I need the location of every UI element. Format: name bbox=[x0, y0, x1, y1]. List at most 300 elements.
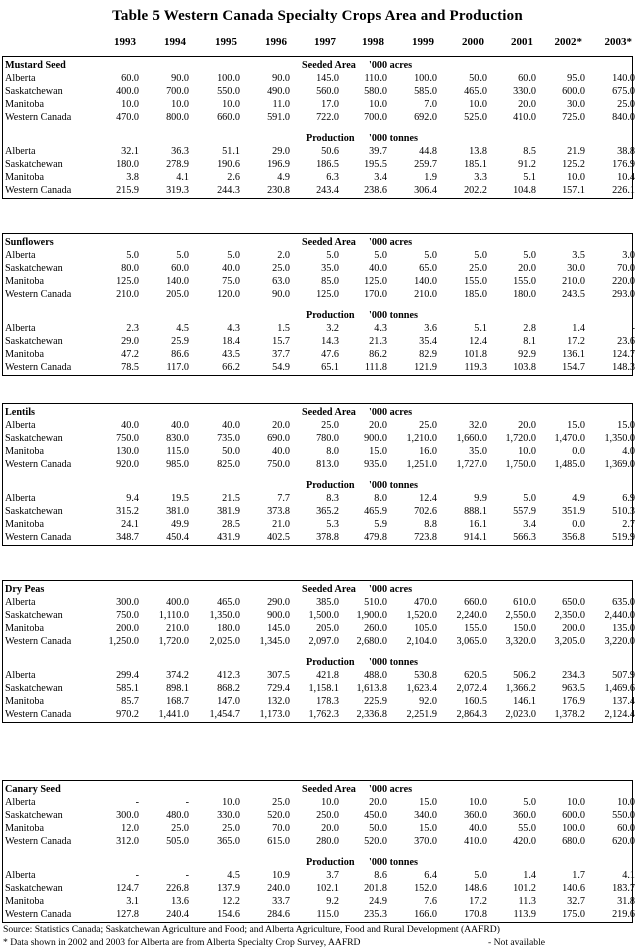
table-row bbox=[3, 145, 635, 158]
value-cell: 235.3 bbox=[364, 909, 387, 921]
value-cell: 75.0 bbox=[222, 276, 240, 288]
value-cell: 600.0 bbox=[562, 810, 585, 822]
value-cell: 729.4 bbox=[267, 683, 290, 695]
table-row bbox=[3, 505, 635, 518]
value-cell: 8.1 bbox=[523, 336, 536, 348]
value-cell: 70.0 bbox=[272, 823, 290, 835]
value-cell: 381.0 bbox=[166, 506, 189, 518]
value-cell: 615.0 bbox=[267, 836, 290, 848]
value-cell: 290.0 bbox=[267, 597, 290, 609]
value-cell: 10.0 bbox=[567, 172, 585, 184]
value-cell: 7.6 bbox=[424, 896, 437, 908]
value-cell: 195.5 bbox=[364, 159, 387, 171]
seeded-area-label: Seeded Area bbox=[302, 784, 356, 795]
region-label: Manitoba bbox=[5, 349, 45, 361]
value-cell: 85.7 bbox=[121, 696, 139, 708]
value-cell: 610.0 bbox=[513, 597, 536, 609]
value-cell: 47.6 bbox=[321, 349, 339, 361]
value-cell: 1,500.0 bbox=[308, 610, 339, 622]
value-cell: 210.0 bbox=[414, 289, 437, 301]
table-row bbox=[3, 335, 635, 348]
value-cell: 21.0 bbox=[272, 519, 290, 531]
value-cell: 1,660.0 bbox=[456, 433, 487, 445]
value-cell: 479.8 bbox=[364, 532, 387, 544]
year-header-cell: 1995 bbox=[215, 36, 237, 48]
value-cell: 25.0 bbox=[321, 420, 339, 432]
value-cell: 400.0 bbox=[116, 86, 139, 98]
region-label: Saskatchewan bbox=[5, 506, 63, 518]
value-cell: 47.2 bbox=[121, 349, 139, 361]
table-row bbox=[3, 796, 635, 809]
value-cell: 20.0 bbox=[321, 823, 339, 835]
value-cell: 1,750.0 bbox=[505, 459, 536, 471]
value-cell: 1.5 bbox=[277, 323, 290, 335]
value-cell: 32.1 bbox=[121, 146, 139, 158]
value-cell: 1,110.0 bbox=[158, 610, 189, 622]
crop-section bbox=[2, 780, 633, 923]
value-cell: 1,366.2 bbox=[505, 683, 536, 695]
value-cell: 140.6 bbox=[562, 883, 585, 895]
value-cell: 115.0 bbox=[316, 909, 339, 921]
value-cell: 127.8 bbox=[116, 909, 139, 921]
value-cell: 35.4 bbox=[419, 336, 437, 348]
production-subheader bbox=[3, 479, 632, 492]
crop-name: Dry Peas bbox=[5, 584, 45, 595]
table-row bbox=[3, 609, 635, 622]
value-cell: 100.0 bbox=[414, 73, 437, 85]
value-cell: 166.0 bbox=[414, 909, 437, 921]
source-note: Source: Statistics Canada; Saskatchewan Agriculture and Food; and Alberta Agriculture, Food and Rural Development (AAFRD) bbox=[3, 924, 500, 935]
value-cell: 1,350.0 bbox=[209, 610, 240, 622]
value-cell: 3,220.0 bbox=[604, 636, 635, 648]
region-label: Western Canada bbox=[5, 185, 72, 197]
seeded-area-label: Seeded Area bbox=[302, 407, 356, 418]
value-cell: 530.8 bbox=[414, 670, 437, 682]
value-cell: 40.0 bbox=[222, 263, 240, 275]
value-cell: 145.0 bbox=[267, 623, 290, 635]
value-cell: 465.0 bbox=[464, 86, 487, 98]
value-cell: 1,520.0 bbox=[406, 610, 437, 622]
year-header-cell: 2003* bbox=[604, 36, 632, 48]
crop-name: Lentils bbox=[5, 407, 36, 418]
value-cell: 2.0 bbox=[277, 250, 290, 262]
table-row bbox=[3, 171, 635, 184]
production-unit-label: '000 tonnes bbox=[369, 657, 418, 669]
value-cell: 121.9 bbox=[414, 362, 437, 374]
value-cell: 50.0 bbox=[369, 823, 387, 835]
value-cell: 557.9 bbox=[513, 506, 536, 518]
value-cell: 259.7 bbox=[414, 159, 437, 171]
table-row bbox=[3, 622, 635, 635]
value-cell: 103.8 bbox=[513, 362, 536, 374]
value-cell: 86.6 bbox=[171, 349, 189, 361]
crop-name-row bbox=[3, 406, 632, 419]
value-cell: 307.5 bbox=[267, 670, 290, 682]
value-cell: 1,210.0 bbox=[406, 433, 437, 445]
value-cell: 284.6 bbox=[267, 909, 290, 921]
value-cell: 750.0 bbox=[267, 459, 290, 471]
value-cell: 10.0 bbox=[617, 797, 635, 809]
value-cell: 100.0 bbox=[562, 823, 585, 835]
value-cell: 49.9 bbox=[171, 519, 189, 531]
value-cell: 210.0 bbox=[562, 276, 585, 288]
value-cell: 507.9 bbox=[612, 670, 635, 682]
region-label: Western Canada bbox=[5, 112, 72, 124]
value-cell: 240.4 bbox=[166, 909, 189, 921]
value-cell: 2,550.0 bbox=[505, 610, 536, 622]
value-cell: 4.1 bbox=[622, 870, 635, 882]
value-cell: 1,727.0 bbox=[456, 459, 487, 471]
value-cell: 306.4 bbox=[414, 185, 437, 197]
value-cell: 1.9 bbox=[424, 172, 437, 184]
value-cell: 620.0 bbox=[612, 836, 635, 848]
value-cell: 293.0 bbox=[612, 289, 635, 301]
table-row bbox=[3, 262, 635, 275]
value-cell: 202.2 bbox=[464, 185, 487, 197]
value-cell: 25.0 bbox=[469, 263, 487, 275]
value-cell: 830.0 bbox=[166, 433, 189, 445]
not-available-note: - Not available bbox=[488, 937, 546, 948]
value-cell: 157.1 bbox=[562, 185, 585, 197]
value-cell: 12.0 bbox=[121, 823, 139, 835]
value-cell: 465.0 bbox=[217, 597, 240, 609]
value-cell: 101.8 bbox=[464, 349, 487, 361]
value-cell: 60.0 bbox=[121, 73, 139, 85]
table-row bbox=[3, 669, 635, 682]
value-cell: 243.5 bbox=[562, 289, 585, 301]
value-cell: 4.0 bbox=[622, 446, 635, 458]
region-label: Saskatchewan bbox=[5, 883, 63, 895]
region-label: Saskatchewan bbox=[5, 610, 63, 622]
area-unit-label: '000 acres bbox=[369, 407, 413, 418]
table-row bbox=[3, 322, 635, 335]
value-cell: 17.2 bbox=[567, 336, 585, 348]
value-cell: 702.6 bbox=[414, 506, 437, 518]
value-cell: 2,097.0 bbox=[308, 636, 339, 648]
table-row bbox=[3, 596, 635, 609]
region-label: Alberta bbox=[5, 493, 36, 505]
value-cell: 180.0 bbox=[116, 159, 139, 171]
value-cell: - bbox=[185, 797, 189, 809]
seeded-area-label: Seeded Area bbox=[302, 237, 356, 248]
value-cell: 2,023.0 bbox=[505, 709, 536, 721]
value-cell: 868.2 bbox=[217, 683, 240, 695]
region-label: Manitoba bbox=[5, 823, 45, 835]
value-cell: 431.9 bbox=[217, 532, 240, 544]
value-cell: 205.0 bbox=[166, 289, 189, 301]
value-cell: 2,240.0 bbox=[456, 610, 487, 622]
value-cell: 4.5 bbox=[176, 323, 189, 335]
region-label: Saskatchewan bbox=[5, 336, 63, 348]
value-cell: 3.4 bbox=[523, 519, 536, 531]
value-cell: 90.0 bbox=[272, 289, 290, 301]
value-cell: 15.0 bbox=[567, 420, 585, 432]
value-cell: 100.0 bbox=[217, 73, 240, 85]
value-cell: 125.0 bbox=[116, 276, 139, 288]
value-cell: 60.0 bbox=[617, 823, 635, 835]
value-cell: 1,350.0 bbox=[604, 433, 635, 445]
value-cell: 1,378.2 bbox=[554, 709, 585, 721]
region-label: Manitoba bbox=[5, 172, 45, 184]
value-cell: 3.8 bbox=[126, 172, 139, 184]
value-cell: 60.0 bbox=[171, 263, 189, 275]
value-cell: 219.6 bbox=[612, 909, 635, 921]
value-cell: 519.9 bbox=[612, 532, 635, 544]
value-cell: 278.9 bbox=[166, 159, 189, 171]
value-cell: 155.0 bbox=[464, 623, 487, 635]
value-cell: 480.0 bbox=[166, 810, 189, 822]
value-cell: 210.0 bbox=[116, 289, 139, 301]
value-cell: 410.0 bbox=[513, 112, 536, 124]
value-cell: 113.9 bbox=[513, 909, 536, 921]
year-header-cell: 1993 bbox=[114, 36, 136, 48]
region-label: Alberta bbox=[5, 797, 36, 809]
value-cell: 38.8 bbox=[617, 146, 635, 158]
value-cell: 402.5 bbox=[267, 532, 290, 544]
value-cell: 146.1 bbox=[513, 696, 536, 708]
year-header-cell: 1997 bbox=[314, 36, 336, 48]
value-cell: 351.9 bbox=[562, 506, 585, 518]
value-cell: 40.0 bbox=[222, 420, 240, 432]
table-row bbox=[3, 432, 635, 445]
value-cell: 550.0 bbox=[217, 86, 240, 98]
value-cell: 51.1 bbox=[222, 146, 240, 158]
value-cell: 4.1 bbox=[176, 172, 189, 184]
value-cell: 137.4 bbox=[612, 696, 635, 708]
value-cell: 25.0 bbox=[419, 420, 437, 432]
value-cell: 240.0 bbox=[267, 883, 290, 895]
value-cell: 40.0 bbox=[469, 823, 487, 835]
value-cell: 506.2 bbox=[513, 670, 536, 682]
value-cell: 10.0 bbox=[518, 446, 536, 458]
table-row bbox=[3, 445, 635, 458]
value-cell: 140.0 bbox=[166, 276, 189, 288]
production-unit-label: '000 tonnes bbox=[369, 480, 418, 492]
value-cell: 40.0 bbox=[272, 446, 290, 458]
value-cell: 92.9 bbox=[518, 349, 536, 361]
production-label: Production bbox=[306, 657, 355, 669]
value-cell: 378.8 bbox=[316, 532, 339, 544]
value-cell: 25.0 bbox=[171, 823, 189, 835]
value-cell: 155.0 bbox=[464, 276, 487, 288]
year-header-cell: 1994 bbox=[164, 36, 186, 48]
value-cell: 1,158.1 bbox=[308, 683, 339, 695]
value-cell: 780.0 bbox=[316, 433, 339, 445]
production-subheader bbox=[3, 856, 632, 869]
value-cell: 348.7 bbox=[116, 532, 139, 544]
value-cell: 11.3 bbox=[518, 896, 536, 908]
value-cell: 50.0 bbox=[469, 73, 487, 85]
region-label: Manitoba bbox=[5, 276, 45, 288]
value-cell: 1,623.4 bbox=[406, 683, 437, 695]
value-cell: 421.8 bbox=[316, 670, 339, 682]
region-label: Alberta bbox=[5, 670, 36, 682]
region-label: Alberta bbox=[5, 250, 36, 262]
value-cell: - bbox=[135, 870, 139, 882]
value-cell: 381.9 bbox=[217, 506, 240, 518]
value-cell: 420.0 bbox=[513, 836, 536, 848]
value-cell: 201.8 bbox=[364, 883, 387, 895]
value-cell: 1.4 bbox=[523, 870, 536, 882]
region-label: Manitoba bbox=[5, 696, 45, 708]
value-cell: 148.6 bbox=[464, 883, 487, 895]
region-label: Saskatchewan bbox=[5, 683, 63, 695]
value-cell: 300.0 bbox=[116, 597, 139, 609]
value-cell: 330.0 bbox=[217, 810, 240, 822]
value-cell: 136.1 bbox=[562, 349, 585, 361]
value-cell: 44.8 bbox=[419, 146, 437, 158]
table-row bbox=[3, 158, 635, 171]
value-cell: 970.2 bbox=[116, 709, 139, 721]
value-cell: 101.2 bbox=[513, 883, 536, 895]
value-cell: 14.3 bbox=[321, 336, 339, 348]
value-cell: 155.0 bbox=[513, 276, 536, 288]
value-cell: 40.0 bbox=[369, 263, 387, 275]
value-cell: 13.8 bbox=[469, 146, 487, 158]
value-cell: 234.3 bbox=[562, 670, 585, 682]
value-cell: 15.7 bbox=[272, 336, 290, 348]
value-cell: 12.4 bbox=[419, 493, 437, 505]
value-cell: 356.8 bbox=[562, 532, 585, 544]
value-cell: 591.0 bbox=[267, 112, 290, 124]
value-cell: 25.0 bbox=[617, 99, 635, 111]
value-cell: 39.7 bbox=[369, 146, 387, 158]
value-cell: 5.0 bbox=[523, 250, 536, 262]
value-cell: 0.0 bbox=[572, 519, 585, 531]
value-cell: 300.0 bbox=[116, 810, 139, 822]
table-row bbox=[3, 98, 635, 111]
value-cell: 510.0 bbox=[364, 597, 387, 609]
value-cell: 43.5 bbox=[222, 349, 240, 361]
table-row bbox=[3, 458, 635, 471]
region-label: Western Canada bbox=[5, 909, 72, 921]
value-cell: 154.6 bbox=[217, 909, 240, 921]
region-label: Manitoba bbox=[5, 623, 45, 635]
value-cell: 140.0 bbox=[414, 276, 437, 288]
table-row bbox=[3, 531, 635, 544]
region-label: Alberta bbox=[5, 323, 36, 335]
value-cell: 160.5 bbox=[464, 696, 487, 708]
value-cell: 700.0 bbox=[166, 86, 189, 98]
value-cell: 92.0 bbox=[419, 696, 437, 708]
value-cell: 450.0 bbox=[364, 810, 387, 822]
value-cell: 78.5 bbox=[121, 362, 139, 374]
value-cell: 10.0 bbox=[171, 99, 189, 111]
value-cell: 10.0 bbox=[121, 99, 139, 111]
value-cell: 813.0 bbox=[316, 459, 339, 471]
value-cell: 3,205.0 bbox=[554, 636, 585, 648]
value-cell: 170.8 bbox=[464, 909, 487, 921]
value-cell: 898.1 bbox=[166, 683, 189, 695]
value-cell: 120.0 bbox=[217, 289, 240, 301]
crop-name: Mustard Seed bbox=[5, 60, 66, 71]
value-cell: 86.2 bbox=[369, 349, 387, 361]
seeded-area-label: Seeded Area bbox=[302, 584, 356, 595]
value-cell: 90.0 bbox=[272, 73, 290, 85]
value-cell: 20.0 bbox=[369, 420, 387, 432]
value-cell: 3.6 bbox=[424, 323, 437, 335]
value-cell: 2.6 bbox=[227, 172, 240, 184]
value-cell: 145.0 bbox=[316, 73, 339, 85]
value-cell: 244.3 bbox=[217, 185, 240, 197]
value-cell: 137.9 bbox=[217, 883, 240, 895]
value-cell: 566.3 bbox=[513, 532, 536, 544]
crop-name-row bbox=[3, 59, 632, 72]
value-cell: 365.0 bbox=[217, 836, 240, 848]
production-label: Production bbox=[306, 133, 355, 145]
value-cell: 7.7 bbox=[277, 493, 290, 505]
value-cell: 225.9 bbox=[364, 696, 387, 708]
value-cell: 1,251.0 bbox=[406, 459, 437, 471]
value-cell: 17.2 bbox=[469, 896, 487, 908]
value-cell: 1.4 bbox=[572, 323, 585, 335]
table-row bbox=[3, 635, 635, 648]
value-cell: 2,104.0 bbox=[406, 636, 437, 648]
value-cell: 560.0 bbox=[316, 86, 339, 98]
region-label: Saskatchewan bbox=[5, 159, 63, 171]
crop-name: Canary Seed bbox=[5, 784, 61, 795]
value-cell: 370.0 bbox=[414, 836, 437, 848]
year-header-cell: 1996 bbox=[265, 36, 287, 48]
value-cell: 32.0 bbox=[469, 420, 487, 432]
region-label: Western Canada bbox=[5, 836, 72, 848]
value-cell: 95.0 bbox=[567, 73, 585, 85]
value-cell: 10.0 bbox=[567, 797, 585, 809]
value-cell: 12.2 bbox=[222, 896, 240, 908]
value-cell: 25.0 bbox=[222, 823, 240, 835]
value-cell: 176.9 bbox=[562, 696, 585, 708]
production-unit-label: '000 tonnes bbox=[369, 310, 418, 322]
crop-section bbox=[2, 403, 633, 546]
crop-section bbox=[2, 233, 633, 376]
value-cell: 410.0 bbox=[464, 836, 487, 848]
value-cell: 9.9 bbox=[474, 493, 487, 505]
value-cell: 238.6 bbox=[364, 185, 387, 197]
crop-name: Sunflowers bbox=[5, 237, 54, 248]
value-cell: 183.7 bbox=[612, 883, 635, 895]
value-cell: 20.0 bbox=[518, 99, 536, 111]
value-cell: 2.8 bbox=[523, 323, 536, 335]
value-cell: 5.0 bbox=[176, 250, 189, 262]
year-header-row bbox=[0, 36, 635, 52]
value-cell: 8.5 bbox=[523, 146, 536, 158]
value-cell: 24.9 bbox=[369, 896, 387, 908]
value-cell: 65.1 bbox=[321, 362, 339, 374]
value-cell: 3.2 bbox=[326, 323, 339, 335]
value-cell: 660.0 bbox=[217, 112, 240, 124]
value-cell: 30.0 bbox=[567, 263, 585, 275]
value-cell: 115.0 bbox=[166, 446, 189, 458]
value-cell: 340.0 bbox=[414, 810, 437, 822]
value-cell: 132.0 bbox=[267, 696, 290, 708]
table-row bbox=[3, 869, 635, 882]
value-cell: 20.0 bbox=[369, 797, 387, 809]
region-label: Manitoba bbox=[5, 99, 45, 111]
value-cell: 40.0 bbox=[121, 420, 139, 432]
table-row bbox=[3, 708, 635, 721]
value-cell: 3.3 bbox=[474, 172, 487, 184]
value-cell: 585.1 bbox=[116, 683, 139, 695]
value-cell: 6.3 bbox=[326, 172, 339, 184]
value-cell: 1,469.6 bbox=[604, 683, 635, 695]
value-cell: 520.0 bbox=[364, 836, 387, 848]
value-cell: 580.0 bbox=[364, 86, 387, 98]
value-cell: 25.9 bbox=[171, 336, 189, 348]
value-cell: 750.0 bbox=[116, 610, 139, 622]
value-cell: 550.0 bbox=[612, 810, 635, 822]
value-cell: 117.0 bbox=[166, 362, 189, 374]
value-cell: 125.2 bbox=[562, 159, 585, 171]
